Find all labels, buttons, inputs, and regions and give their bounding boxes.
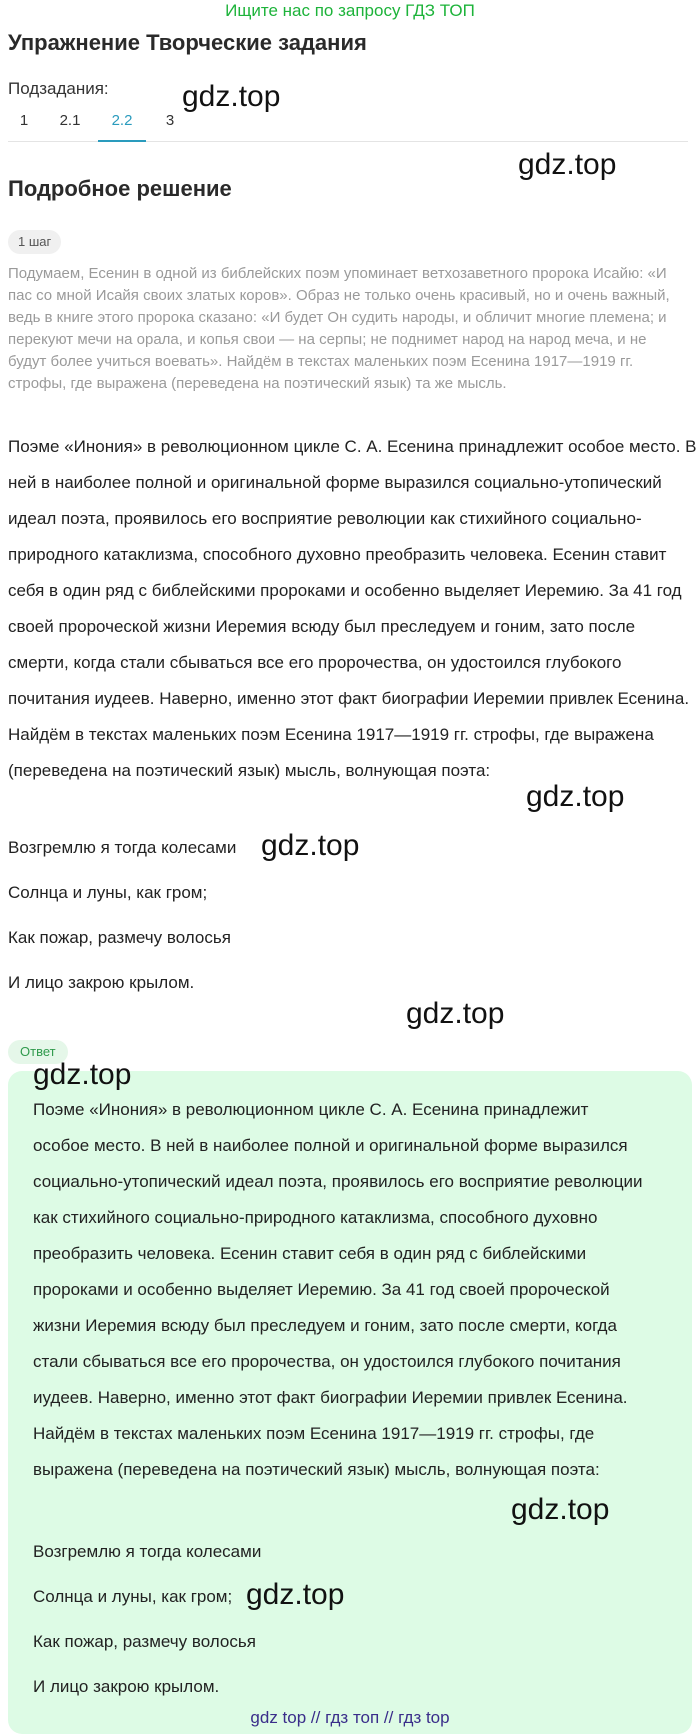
tab-1[interactable]: 1: [19, 112, 29, 129]
step-badge: 1 шаг: [8, 230, 61, 254]
watermark: gdz.top: [526, 780, 625, 813]
subtask-tabs: [8, 106, 688, 142]
watermark: gdz.top: [261, 829, 360, 862]
footer-links[interactable]: gdz top // гдз топ // гдз top: [250, 1708, 450, 1727]
tab-2-2[interactable]: 2.2: [98, 106, 146, 142]
solution-text: Поэме «Инония» в революционном цикле С. А. Есенина принадлежит особое место. В ней в наиболее полной и оригинальной форме выразился социально-утопический идеал поэта, проявилось его восприятие революции как стихийного социально-природного катаклизма, способного духовно преобразить человека. Есенин ставит себя в один ряд с библейскими пророками и особенно выделяет Иеремию. За 41 год своей пророческой жизни Иеремия всюду был преследуем и гоним, зато после смерти, когда стали сбываться все его пророчества, он удостоился глубокого почитания иудеев. Наверно, именно этот факт биографии Иеремии привлек Есенина. Найдём в текстах маленьких поэм Есенина 1917—1919 гг. строфы, где выражена (переведена на поэтический язык) мысль, волнующая поэта:: [8, 437, 697, 780]
verse-line: Как пожар, размечу волосья: [8, 928, 231, 947]
answer-verse-line: И лицо закрою крылом.: [33, 1677, 220, 1696]
watermark: gdz.top: [518, 148, 617, 181]
watermark: gdz.top: [182, 80, 281, 113]
page-title: Упражнение Творческие задания: [8, 30, 367, 55]
watermark: gdz.top: [511, 1493, 610, 1526]
tab-2-1[interactable]: 2.1: [59, 112, 81, 129]
watermark: gdz.top: [246, 1578, 345, 1611]
watermark: gdz.top: [406, 997, 505, 1030]
watermark: gdz.top: [33, 1058, 132, 1091]
verse-line: Возгремлю я тогда колесами: [8, 838, 237, 857]
search-banner[interactable]: Ищите нас по запросу ГДЗ ТОП: [225, 1, 475, 20]
tab-3[interactable]: 3: [165, 112, 175, 129]
answer-text: Поэме «Инония» в революционном цикле С. А. Есенина принадлежит особое место. В ней в наиболее полной и оригинальной форме выразился социально-утопический идеал поэта, проявилось его восприятие революции как стихийного социально-природного катаклизма, способного духовно преобразить человека. Есенин ставит себя в один ряд с библейскими пророками и особенно выделяет Иеремию. За 41 год своей пророческой жизни Иеремия всюду был преследуем и гоним, зато после смерти, когда стали сбываться все его пророчества, он удостоился глубокого почитания иудеев. Наверно, именно этот факт биографии Иеремии привлек Есенина. Найдём в текстах маленьких поэм Есенина 1917—1919 гг. строфы, где выражена (переведена на поэтический язык) мысль, волнующая поэта:: [33, 1100, 643, 1479]
verse-line: И лицо закрою крылом.: [8, 973, 195, 992]
answer-badge: Ответ: [8, 1040, 68, 1064]
hint-text: Подумаем, Есенин в одной из библейских поэм упоминает ветхозаветного пророка Исайю: «И пас со мной Исайя своих златых коров». Образ не только очень красивый, но и очень важный, ведь в книге этого пророка сказано: «И будет Он судить народы, и обличит многие племена; и перекуют мечи на орала, и копья свои — на серпы; не поднимет народ на народ меча, и не будут более учиться воевать». Найдём в текстах маленьких поэм Есенина 1917—1919 гг. строфы, где выражена (переведена на поэтический язык) та же мысль.: [8, 265, 670, 392]
answer-verse-line: Как пожар, размечу волосья: [33, 1632, 256, 1651]
answer-verse-line: Возгремлю я тогда колесами: [33, 1542, 262, 1561]
section-title: Подробное решение: [8, 176, 232, 201]
verse-line: Солнца и луны, как гром;: [8, 883, 208, 902]
answer-verse-line: Солнца и луны, как гром;: [33, 1587, 233, 1606]
subtasks-label: Подзадания:: [8, 79, 109, 98]
